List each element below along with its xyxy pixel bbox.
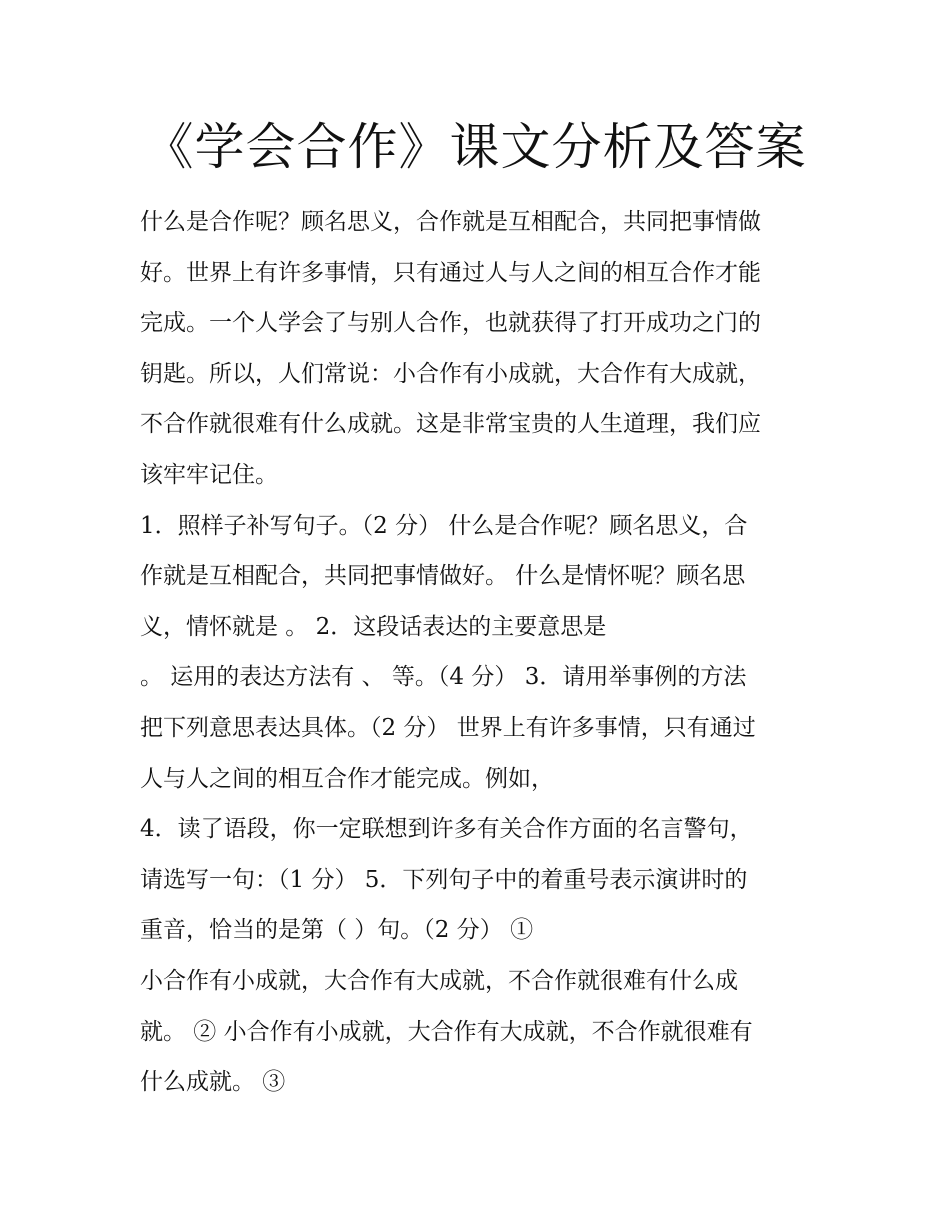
option-line: 什么成就。 ③ bbox=[140, 1069, 286, 1096]
text-line: 重音，恰当的是第（ ）句。（2 分） ① bbox=[140, 917, 534, 944]
text-line: 人与人之间的相互合作才能完成。例如， bbox=[140, 765, 554, 792]
question-3-line: 。 运用的表达方法有 、 等。（4 分） 3．请用举事例的方法 bbox=[140, 664, 747, 691]
question-2-line: 义，情怀就是 。 2．这段话表达的主要意思是 bbox=[140, 613, 607, 640]
option-line: 小合作有小成就，大合作有大成就，不合作就很难有什么成 bbox=[140, 967, 738, 994]
text-line: 完成。一个人学会了与别人合作，也就获得了打开成功之门的 bbox=[140, 310, 761, 337]
text-line: 把下列意思表达具体。（2 分） 世界上有许多事情，只有通过 bbox=[140, 714, 756, 741]
question-1-line: 1．照样子补写句子。（2 分） 什么是合作呢？顾名思义，合 bbox=[140, 512, 748, 539]
text-line: 不合作就很难有什么成就。这是非常宝贵的人生道理，我们应 bbox=[140, 411, 761, 438]
question-5-line: 请选写一句：（1 分） 5．下列句子中的着重号表示演讲时的 bbox=[140, 866, 748, 893]
document-title: 《学会合作》课文分析及答案 bbox=[143, 118, 807, 176]
text-line: 好。世界上有许多事情，只有通过人与人之间的相互合作才能 bbox=[140, 259, 761, 286]
text-line: 什么是合作呢？顾名思义，合作就是互相配合，共同把事情做 bbox=[140, 209, 761, 235]
document-body bbox=[140, 197, 830, 1108]
text-line: 该牢牢记住。 bbox=[140, 461, 278, 488]
text-line: 钥匙。所以，人们常说：小合作有小成就，大合作有大成就， bbox=[140, 360, 761, 387]
text-line: 作就是互相配合，共同把事情做好。 什么是情怀呢？顾名思 bbox=[140, 563, 746, 590]
question-4-line: 4．读了语段，你一定联想到许多有关合作方面的名言警句， bbox=[140, 816, 753, 843]
option-line: 就。 ② 小合作有小成就，大合作有大成就，不合作就很难有 bbox=[140, 1018, 753, 1045]
